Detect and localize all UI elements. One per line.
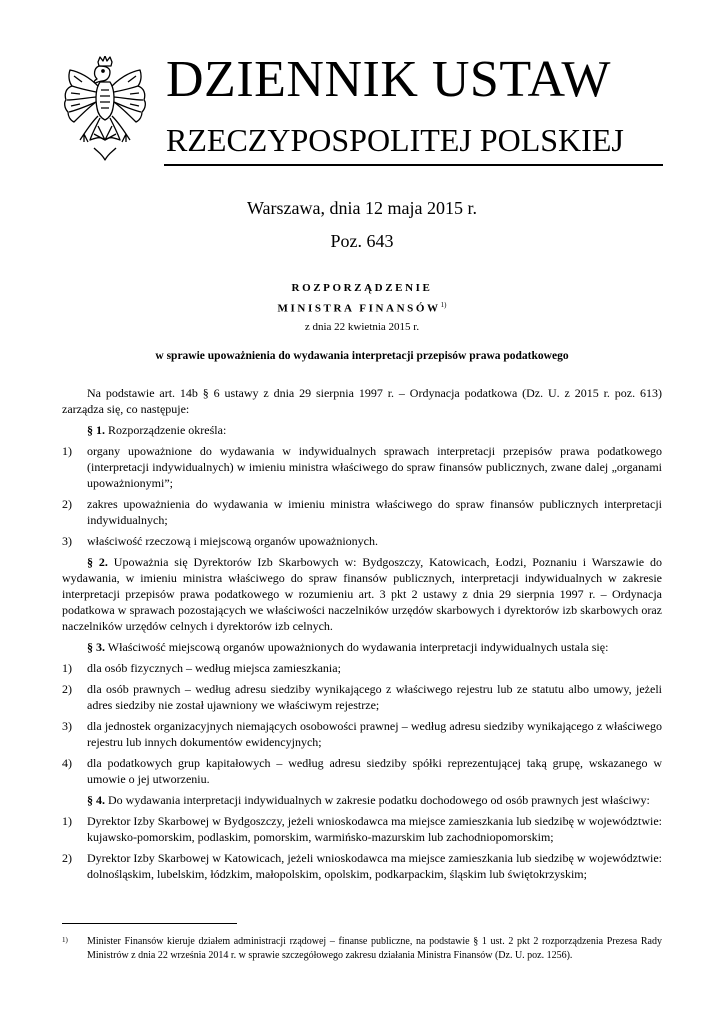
list-item: 2) Dyrektor Izby Skarbowej w Katowicach, jeżeli wnioskodawca ma miejsce zamieszkania lub siedzibę w województwie: dolnośląskim, lubelskim, łódzkim, małopolskim, opolskim, podkarpackim, śląskim lub świętokrzyskim;	[62, 851, 662, 881]
gazette-subtitle: RZECZYPOSPOLITEJ POLSKIEJ	[166, 122, 624, 158]
list-item: 2) dla osób prawnych – według adresu siedziby wynikającego z właściwego rejestru lub ze statutu albo umowy, jeżeli adres siedziby nie został ujawniony we właściwym rejestrze;	[62, 682, 662, 712]
footnote-mark: 1)	[62, 936, 68, 944]
section-2: § 2. Upoważnia się Dyrektorów Izb Skarbowych w: Bydgoszczy, Katowicach, Łodzi, Poznaniu i Warszawie do wydawania, w imieniu ministra właściwego do spraw finansów publicznych, interpretacji indywidualnych w zakresie interpretacji przepisów prawa podatkowego w rozumieniu art. 3 pkt 2 ustawy z dnia 29 sierpnia 1997 r. – Ordynacja podatkowa w sprawach pozostających we właściwości naczelników urzędów skarbowych i dyrektorów izb skarbowych oraz naczelników urzędów celnych i dyrektorów izb celnych.	[62, 555, 662, 633]
gazette-title: DZIENNIK USTAW	[166, 51, 611, 108]
list-item: 3) dla jednostek organizacyjnych niemających osobowości prawnej – według adresu siedziby wynikającego z właściwego rejestru lub innych dokumentów ewidencyjnych;	[62, 719, 662, 749]
header-rule	[164, 164, 663, 166]
list-item: 1) Dyrektor Izby Skarbowej w Bydgoszczy, jeżeli wnioskodawca ma miejsce zamieszkania lub siedzibę w województwie: kujawsko-pomorskim, podlaskim, pomorskim, warmińsko-mazurskim lub zachodniopomorskim;	[62, 814, 662, 844]
section-3: § 3. Właściwość miejscową organów upoważnionych do wydawania interpretacji indywidualnych ustala się:	[87, 640, 609, 654]
footnote-rule	[62, 923, 237, 924]
section-1: § 1. Rozporządzenie określa:	[87, 423, 227, 437]
position-number: Poz. 643	[330, 231, 394, 251]
list-item: 1) dla osób fizycznych – według miejsca zamieszkania;	[62, 661, 341, 675]
footnote-text: Minister Finansów kieruje działem administracji rządowej – finanse publiczne, na podstawie § 1 ust. 2 pkt 2 rozporządzenia Prezesa Rady Ministrów z dnia 22 września 2014 r. w sprawie szczegółowego zakresu działania Ministra Finansów (Dz. U. poz. 1256).	[87, 936, 662, 961]
act-body	[62, 385, 662, 887]
publication-date: Warszawa, dnia 12 maja 2015 r.	[247, 198, 477, 218]
list-item: 2) zakres upoważnienia do wydawania w imieniu ministra właściwego do spraw finansów publicznych interpretacji indywidualnych;	[62, 497, 662, 527]
list-item: 3) właściwość rzeczową i miejscową organów upoważnionych.	[62, 534, 379, 548]
intro-paragraph: Na podstawie art. 14b § 6 ustawy z dnia 29 sierpnia 1997 r. – Ordynacja podatkowa (Dz. U. z 2015 r. poz. 613) zarządza się, co następuje:	[62, 386, 662, 416]
polish-eagle-emblem	[60, 56, 150, 164]
act-authority: MINISTRA FINANSÓW$^{1)}$	[277, 301, 447, 315]
footnote-reference: 1)	[440, 301, 447, 309]
act-date: z dnia 22 kwietnia 2015 r.	[304, 321, 420, 333]
list-item: 4) dla podatkowych grup kapitałowych – według adresu siedziby spółki reprezentującej taką grupę, wskazanego w umowie o jej utworzeniu.	[62, 756, 662, 786]
footnote	[62, 935, 662, 963]
act-type: ROZPORZĄDZENIE	[291, 282, 433, 294]
act-subject: w sprawie upoważnienia do wydawania interpretacji przepisów prawa podatkowego	[155, 350, 569, 362]
list-item: 1) organy upoważnione do wydawania w indywidualnych sprawach interpretacji przepisów prawa podatkowego (interpretacji indywidualnych) w imieniu ministra właściwego do spraw finansów publicznych, zwane dalej „organami upoważnionymi”;	[62, 444, 662, 490]
section-4: § 4. Do wydawania interpretacji indywidualnych w zakresie podatku dochodowego od osób prawnych jest właściwy:	[87, 793, 650, 807]
